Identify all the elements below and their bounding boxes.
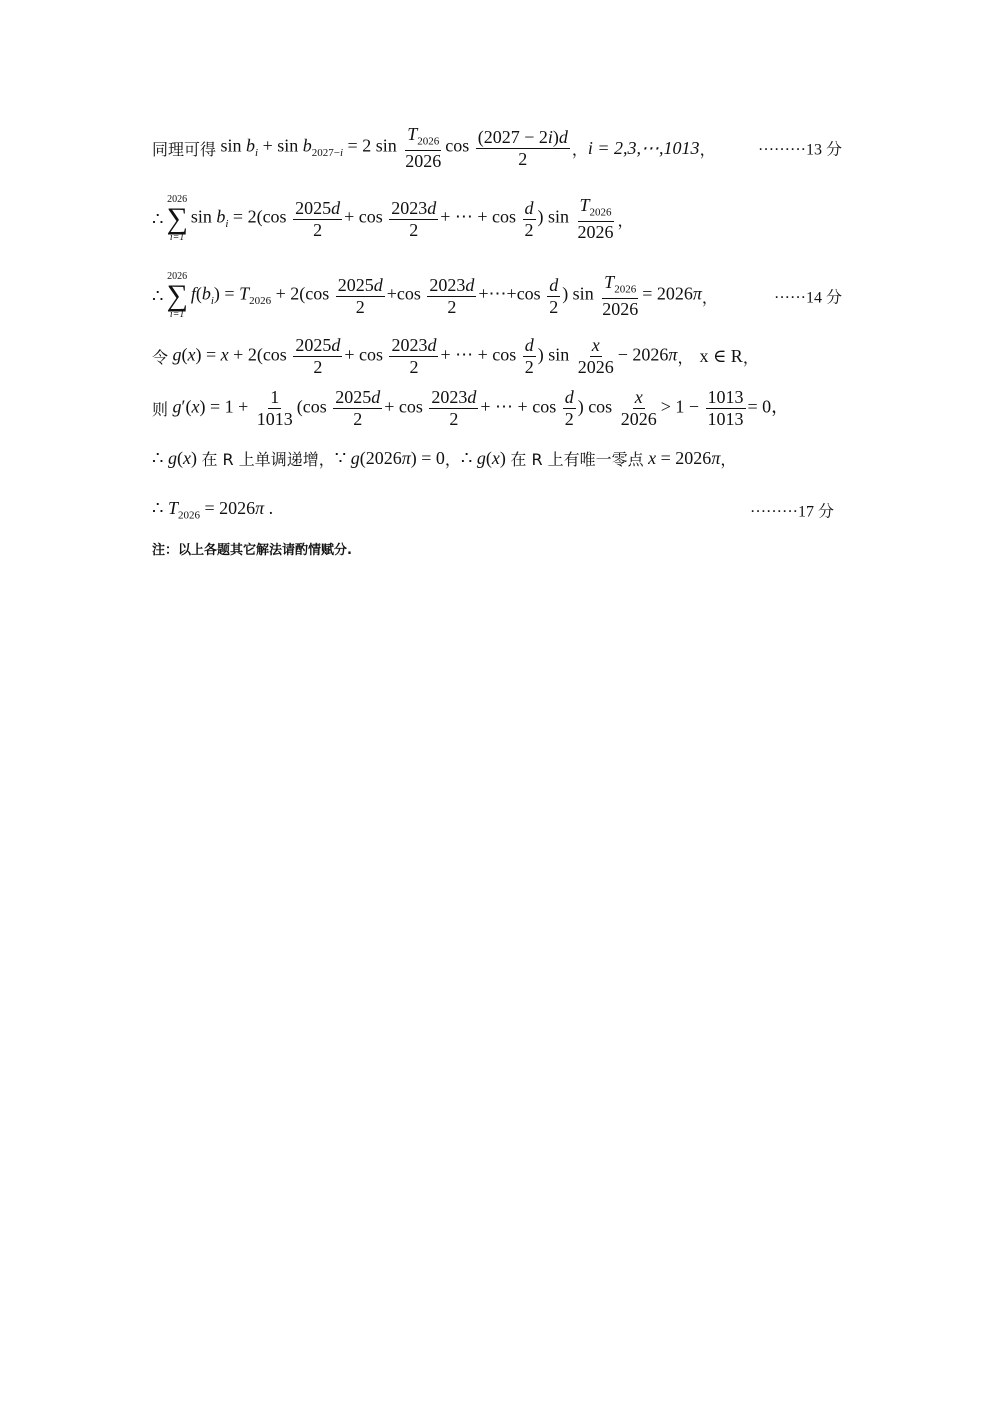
- solution-line-3: ∴ 2026 ∑ i=1 $f(b_i) = T_{2026} + 2(\cos$ $\frac{2025d}{2}$ +cos $\frac{2023d}{2}$ +⋯+cos $\frac{d}{2}$ ) sin $\frac{T_{2026}}{2026}$ = 2026π ， ······14 分: [152, 270, 842, 321]
- solution-line-2: ∴ 2026 ∑ i=1 $\sin b_i = 2(\cos$ $\frac{2025d}{2}$ + cos $\frac{2023d}{2}$ + ⋯ + cos $\frac{d}{2}$ ) sin $\frac{T_{2026}}{2026}$ ，: [152, 193, 634, 244]
- formula-3: $f(b_i) = T_{2026} + 2(\cos$ $\frac{2025d}{2}$ +cos $\frac{2023d}{2}$ +⋯+cos $\frac{d}{2}$ ) sin $\frac{T_{2026}}{2026}$ = 2026π: [190, 272, 702, 319]
- grading-note: 注：以上各题其它解法请酌情赋分.: [152, 543, 352, 558]
- solution-line-5: 则 g′(x) = 1 + $\frac{1}{1013}$ (cos $\frac{2025d}{2}$ + cos $\frac{2023d}{2}$ + ⋯ + cos $\frac{d}{2}$ ) cos $\frac{x}{2026}$ > 1 − $\frac{1013}{1013}$ = 0，: [152, 386, 790, 429]
- formula-1: $\sin b_i + \sin b_{2027-i} = 2$ sin $\frac{T_{2026}}{2026}$ cos $\frac{(2027 - 2i)d}{2}$: [216, 124, 568, 171]
- line1-prefix: 同理可得: [152, 139, 217, 159]
- solution-line-4: 令 g(x) = x + 2(cos $\frac{2025d}{2}$ + cos $\frac{2023d}{2}$ + ⋯ + cos $\frac{d}{2}$ ) sin $\frac{x}{2026}$ − 2026π ， x ∈ R ，: [152, 334, 759, 377]
- formula-2: $\sin b_i = 2(\cos$ $\frac{2025d}{2}$ + cos $\frac{2023d}{2}$ + ⋯ + cos $\frac{d}{2}$ ) sin $\frac{T_{2026}}{2026}$: [190, 195, 614, 242]
- formula-7: ∴ $T_{2026} = 2026\pi$ .: [152, 498, 274, 522]
- solution-line-1: 同理可得 $\sin b_i + \sin b_{2027-i} = 2$ sin $\frac{T_{2026}}{2026}$ cos $\frac{(2027 - 2i)d}{2}$ ， i = 2,3,⋯,1013 ， ·········13 分: [152, 124, 842, 171]
- score-17: ·········17 分: [750, 501, 834, 521]
- formula-5: g′(x) = 1 + $\frac{1}{1013}$ (cos $\frac{2025d}{2}$ + cos $\frac{2023d}{2}$ + ⋯ + cos $\frac{d}{2}$ ) cos $\frac{x}{2026}$ > 1 − $\frac{1013}{1013}$ = 0，: [172, 386, 790, 429]
- score-14: ······14 分: [774, 287, 842, 307]
- index-range: i = 2,3,⋯,1013: [587, 137, 700, 158]
- solution-line-7: [152, 484, 842, 536]
- solution-line-6: ∴ g(x) 在 R 上单调递增， ∵ g(2026π) = 0 ， ∴ g(x) 在 R 上有唯一零点 x = 2026π ，: [152, 447, 737, 469]
- formula-4: g(x) = x + 2(cos $\frac{2025d}{2}$ + cos $\frac{2023d}{2}$ + ⋯ + cos $\frac{d}{2}$ ) sin $\frac{x}{2026}$ − 2026π: [172, 334, 678, 377]
- summation-symbol: 2026 ∑ i=1: [166, 193, 188, 244]
- summation-symbol: 2026 ∑ i=1: [166, 270, 188, 321]
- domain: x ∈ R: [699, 345, 743, 366]
- score-13: ·········13 分: [758, 139, 842, 159]
